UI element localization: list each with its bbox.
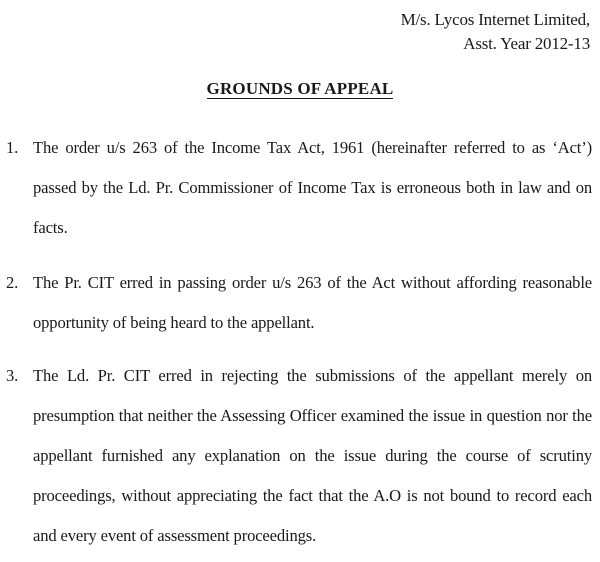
ground-number: 2.	[6, 273, 19, 292]
ground-text: The Ld. Pr. CIT erred in rejecting the submissions of the appellant merely on presumption that neither the Assessing Officer examined the issue in question nor the appellant furnished any explanation on the issue during the course of scrutiny proceedings, without appreciating the fact that the A.O is not bound to record each and every event of assessment proceedings.	[33, 366, 592, 545]
ground-item-3	[6, 356, 592, 556]
ground-text: The Pr. CIT erred in passing order u/s 263 of the Act without affording reasonable opportunity of being heard to the appellant.	[33, 273, 592, 332]
ground-text: The order u/s 263 of the Income Tax Act, 1961 (hereinafter referred to as ‘Act’) passed by the Ld. Pr. Commissioner of Income Tax is erroneous both in law and on facts.	[33, 138, 592, 237]
title-text: GROUNDS OF APPEAL	[206, 79, 394, 98]
grounds-list	[6, 128, 592, 556]
ground-number: 1.	[6, 138, 19, 157]
party-name: M/s. Lycos Internet Limited,	[400, 10, 590, 29]
document-title	[0, 79, 600, 99]
assessment-year: Asst. Year 2012-13	[463, 34, 590, 53]
document-header	[401, 8, 590, 56]
ground-item-1	[6, 128, 592, 248]
ground-number: 3.	[6, 366, 19, 385]
ground-item-2	[6, 263, 592, 343]
